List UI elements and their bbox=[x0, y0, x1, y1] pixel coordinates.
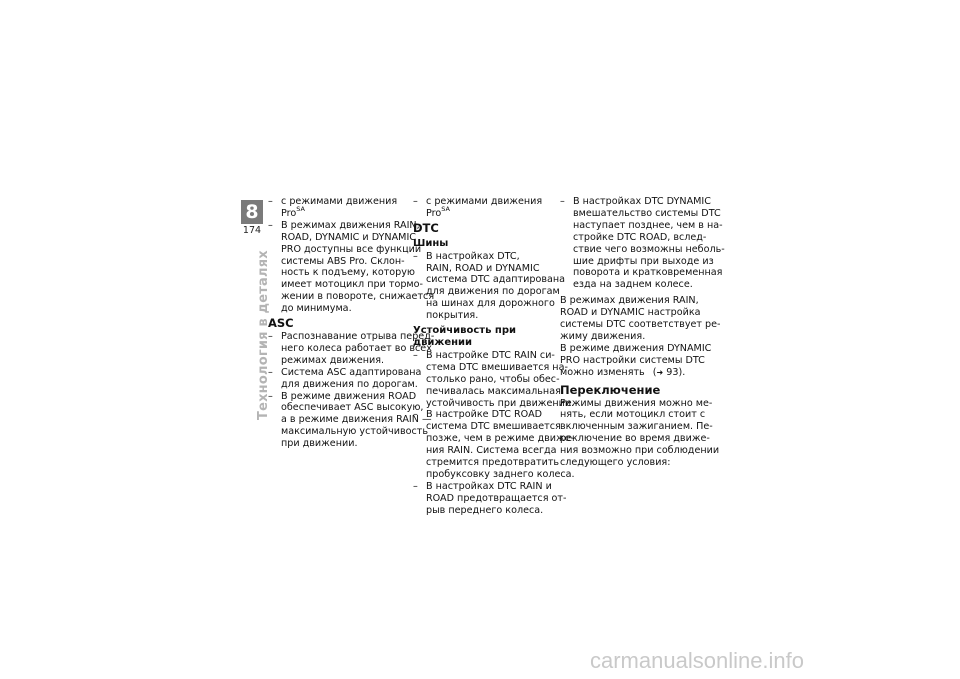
text-line: устойчивость при движении. bbox=[426, 397, 575, 409]
text-line: – В настройке DTC RAIN си- bbox=[426, 349, 555, 361]
text-line: – В настройках DTC DYNAMIC bbox=[573, 196, 711, 207]
page-number: 174 bbox=[242, 225, 262, 236]
text-line: включенным зажиганием. Пе- bbox=[560, 421, 713, 433]
text-line: позже, чем в режиме движе- bbox=[426, 433, 575, 445]
text-line: – В настройках DTC, bbox=[426, 250, 520, 262]
text-line: стема DTC вмешивается на- bbox=[426, 361, 568, 373]
text-line: ния возможно при соблюдении bbox=[560, 445, 720, 457]
text-line: системы ABS Pro. Склон- bbox=[281, 255, 405, 267]
list-item bbox=[413, 349, 575, 410]
paragraph-last-line bbox=[560, 367, 696, 379]
text-line: ROAD, DYNAMIC и DYNAMIC bbox=[281, 231, 416, 243]
watermark-text: carmanualsonline.info bbox=[590, 648, 805, 673]
page-ref-close: ). bbox=[678, 366, 686, 378]
text-line: режимах движения. bbox=[281, 354, 385, 366]
text-line: шие дрифты при выходе из bbox=[573, 255, 714, 267]
text-line: а в режиме движения RAIN — bbox=[281, 414, 432, 426]
page-ref-open: ( bbox=[652, 366, 657, 378]
heading-tires: Шины bbox=[413, 237, 449, 249]
text-line: жиму движения. bbox=[560, 330, 646, 342]
text-line: него колеса работает во всех bbox=[281, 342, 432, 354]
text-line: – Распознавание отрыва перед- bbox=[281, 330, 435, 342]
text-line: для движения по дорогам bbox=[426, 286, 560, 298]
text-line: печивалась максимальная bbox=[426, 385, 561, 397]
text-line: система DTC адаптирована bbox=[426, 274, 566, 286]
list-item bbox=[413, 480, 567, 517]
heading-asc: ASC bbox=[268, 316, 294, 331]
list-item-text: с режимами движения Pro bbox=[426, 196, 543, 219]
arrow-right-icon: ➜ bbox=[656, 367, 664, 377]
paragraph bbox=[560, 295, 721, 343]
text-line: на шинах для дорожного bbox=[426, 298, 555, 310]
text-line: наступает позднее, чем в на- bbox=[573, 219, 723, 231]
paragraph-text: можно изменять bbox=[560, 366, 645, 378]
paragraph bbox=[560, 397, 720, 469]
list-item bbox=[268, 330, 435, 367]
text-line: покрытия. bbox=[426, 310, 479, 322]
text-line: имеет мотоцикл при тормо- bbox=[281, 279, 423, 291]
paragraph bbox=[560, 342, 712, 367]
list-item bbox=[268, 196, 404, 220]
text-line: В режимах движения RAIN, bbox=[560, 295, 699, 307]
text-line: столько рано, чтобы обес- bbox=[426, 373, 560, 385]
text-line: вмешательство системы DTC bbox=[573, 207, 721, 219]
text-line: стремится предотвратить bbox=[426, 457, 560, 469]
text-line: – В настройках DTC RAIN и bbox=[426, 480, 552, 492]
text-line: В режиме движения DYNAMIC bbox=[560, 342, 712, 354]
chapter-number-badge: 8 bbox=[241, 200, 263, 224]
heading-dtc: DTC bbox=[413, 220, 439, 235]
chapter-side-title: Технология в деталях bbox=[256, 250, 271, 420]
text-line: для движения по дорогам. bbox=[281, 378, 418, 390]
list-item bbox=[560, 196, 725, 291]
text-line: пробуксовку заднего колеса. bbox=[426, 468, 575, 480]
text-line: PRO настройки системы DTC bbox=[560, 354, 705, 366]
text-line: поворота и кратковременная bbox=[573, 267, 723, 279]
text-line: рыв переднего колеса. bbox=[426, 504, 544, 516]
heading-stability: Устойчивость при движении bbox=[413, 325, 516, 348]
text-line: – В настройке DTC ROAD bbox=[426, 409, 543, 421]
text-line: жении в повороте, снижается bbox=[281, 291, 435, 303]
text-column-3 bbox=[560, 196, 725, 469]
text-line: ния RAIN. Система всегда bbox=[426, 445, 557, 457]
text-line: максимальную устойчивость bbox=[281, 426, 428, 438]
list-item bbox=[413, 250, 566, 322]
text-line: обеспечивает ASC высокую, bbox=[281, 402, 424, 414]
list-item bbox=[413, 409, 575, 480]
text-line: ность к подъему, которую bbox=[281, 267, 415, 279]
text-line: ROAD и DYNAMIC настройка bbox=[560, 307, 701, 319]
text-line: езда на заднем колесе. bbox=[573, 279, 693, 291]
superscript-sa: SA bbox=[296, 204, 305, 213]
text-line: стройке DTC ROAD, вслед- bbox=[573, 231, 707, 243]
text-line: следующего условия: bbox=[560, 457, 671, 469]
list-item bbox=[413, 196, 553, 220]
list-item bbox=[268, 366, 422, 391]
text-line: – Система ASC адаптирована bbox=[281, 366, 422, 378]
text-line: реключение во время движе- bbox=[560, 433, 710, 445]
text-column-2 bbox=[413, 196, 575, 517]
text-line: PRO доступны все функции bbox=[281, 243, 422, 255]
text-line: RAIN, ROAD и DYNAMIC bbox=[426, 262, 540, 274]
text-line: система DTC вмешивается bbox=[426, 421, 561, 433]
list-item bbox=[268, 390, 432, 451]
page-ref-link[interactable]: 93 bbox=[666, 366, 679, 378]
superscript-sa: SA bbox=[441, 204, 450, 213]
text-line: до минимума. bbox=[281, 303, 352, 315]
list-item-text: с режимами движения Pro bbox=[281, 196, 398, 219]
text-line: ROAD предотвращается от- bbox=[426, 492, 567, 504]
text-line: ствие чего возможны неболь- bbox=[573, 243, 725, 255]
text-line: системы DTC соответствует ре- bbox=[560, 319, 721, 331]
text-line: при движении. bbox=[281, 438, 358, 450]
heading-switching: Переключение bbox=[560, 382, 661, 397]
text-line: – В режимах движения RAIN, bbox=[281, 219, 420, 231]
text-line: – В режиме движения ROAD bbox=[281, 390, 417, 402]
text-line: Режимы движения можно ме- bbox=[560, 397, 713, 409]
text-line: нять, если мотоцикл стоит с bbox=[560, 409, 706, 421]
